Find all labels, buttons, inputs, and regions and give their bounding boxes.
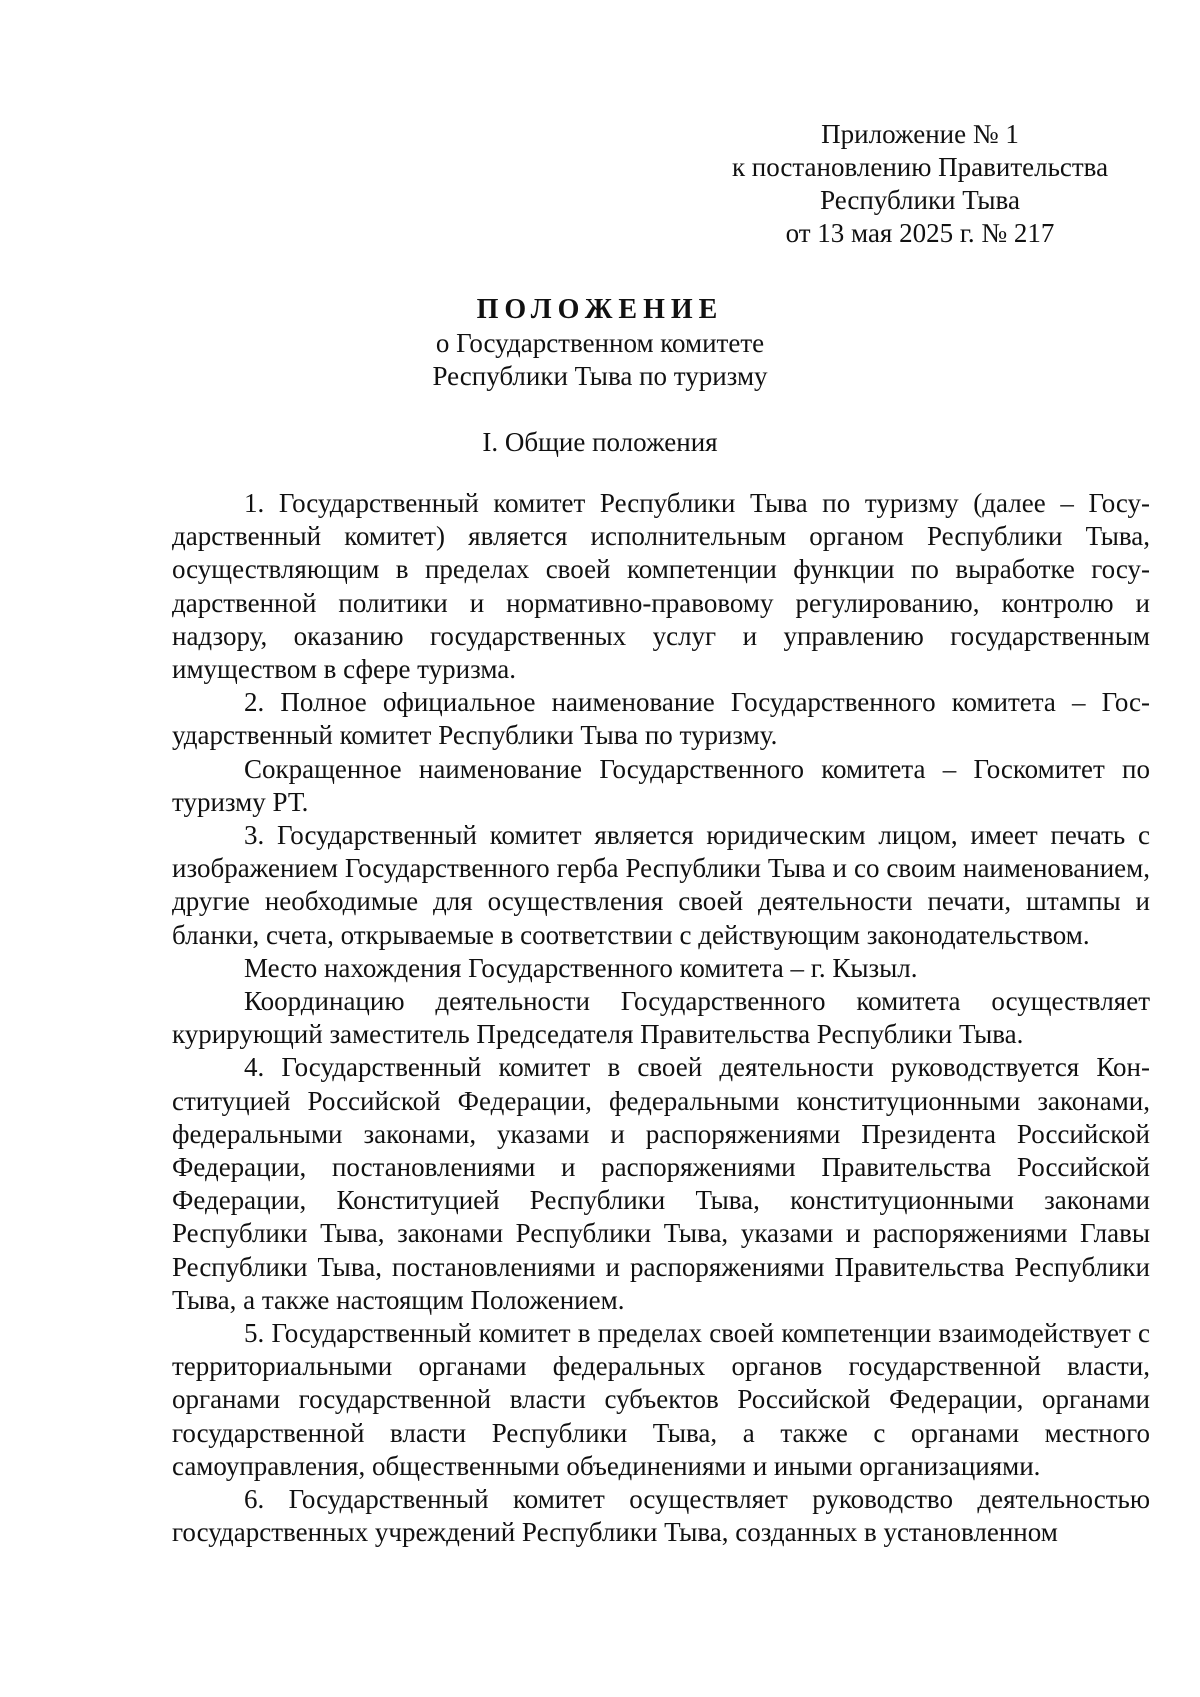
document-subtitle-line-1: о Государственном комитете <box>435 328 765 358</box>
appendix-date-number: от 13 мая 2025 г. № 217 <box>785 218 1055 248</box>
paragraph: 1. Государственный комитет Республики Тыва по туризму (далее – Государственный комитет) является исполнительным органом Республики Тыва, осуществляющим в пределах своей компетенции функции по выработке государственной политики и нормативно-правовому регулированию, контролю и надзору, оказанию государственных услуг и управлению государственным имуществом в сфере туризма. <box>172 488 1150 685</box>
paragraph: 5. Государственный комитет в пределах своей компетенции взаимодействует с территориальными органами федеральных органов государственной власти, органами государственной власти субъектов Российской Федерации, органами государственной власти Республики Тыва, а также с органами местного самоуправления, общественными объединениями и иными организациями. <box>172 1318 1150 1481</box>
paragraph: 6. Государственный комитет осуществляет руководство деятельностью государственных учреждений Республики Тыва, созданных в установленном <box>172 1484 1150 1548</box>
paragraph: 4. Государственный комитет в своей деятельности руководствуется Конституцией Российской Федерации, федеральными конституционными законами, федеральными законами, указами и распоряжениями Президента Российской Федерации, постановлениями и распоряжениями Правительства Российской Федерации, Конституцией Республики Тыва, конституционными законами Республики Тыва, законами Республики Тыва, указами и распоряжениями Главы Республики Тыва, постановлениями и распоряжениями Правительства Республики Тыва, а также настоящим Положением. <box>172 1052 1150 1315</box>
appendix-number: Приложение № 1 <box>821 119 1019 149</box>
title-block <box>0 293 1200 393</box>
appendix-republic: Республики Тыва <box>820 185 1020 215</box>
section-heading: I. Общие положения <box>482 427 718 457</box>
paragraph: Сокращенное наименование Государственного комитета – Госкомитет по туризму РТ. <box>172 753 1150 817</box>
appendix-block <box>700 118 1140 250</box>
paragraph: Место нахождения Государственного комитета – г. Кызыл. <box>244 952 918 983</box>
document-subtitle-line-2: Республики Тыва по туризму <box>432 361 768 391</box>
appendix-resolution-ref: к постановлению Правительства <box>731 152 1109 182</box>
paragraph: 2. Полное официальное наименование Государственного комитета – Государственный комитет Республики Тыва по туризму. <box>172 687 1150 751</box>
document-body <box>172 487 1150 1550</box>
paragraph: Координацию деятельности Государственного комитета осуществляет курирующий заместитель Председателя Правительства Республики Тыва. <box>172 986 1150 1050</box>
paragraph: 3. Государственный комитет является юридическим лицом, имеет печать с изображением Государственного герба Республики Тыва и со своим наименованием, другие необходимые для осуществления своей деятельности печати, штампы и бланки, счета, открываемые в соответствии с действующим законодательством. <box>172 820 1150 950</box>
document-title: ПОЛОЖЕНИЕ <box>476 294 724 325</box>
